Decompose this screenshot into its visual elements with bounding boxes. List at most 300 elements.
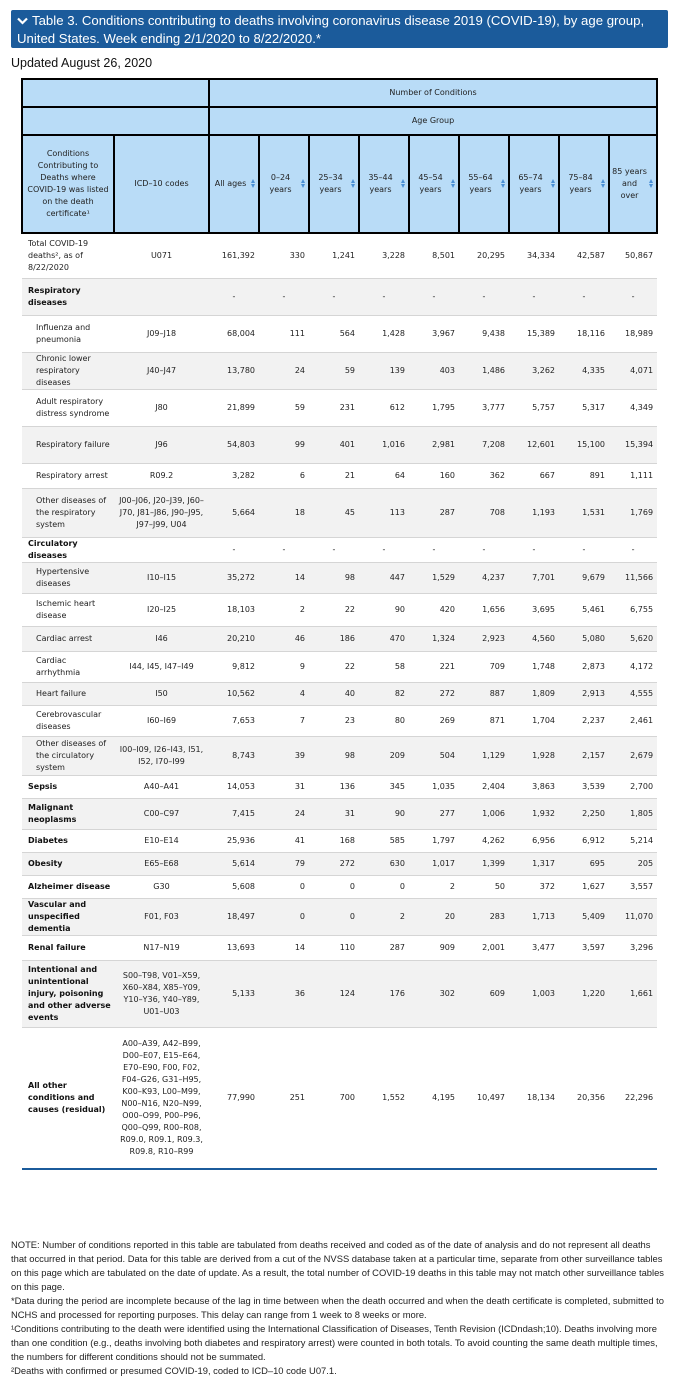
row-value: 1,797 [409,829,459,852]
row-value: 1,928 [509,736,559,775]
row-value: 79 [259,852,309,875]
row-value: 12,601 [509,426,559,463]
row-value: 2 [259,593,309,626]
row-value: 287 [409,488,459,537]
row-value: 1,805 [609,798,657,829]
row-value: 98 [309,562,359,593]
row-value: 5,133 [209,960,259,1027]
column-header-age-2[interactable] [309,135,359,233]
row-label: Alzheimer disease [22,875,114,898]
row-value: - [559,537,609,562]
row-icd-code: J96 [114,426,209,463]
row-value: 6,956 [509,829,559,852]
row-label: Intentional and unintentional injury, poisoning and other adverse events [22,960,114,1027]
row-value: 4,172 [609,651,657,682]
row-value: 504 [409,736,459,775]
row-value: 871 [459,705,509,736]
header-age-group: Age Group [209,107,657,135]
footnote-1: ¹Conditions contributing to the death were identified using the International Classification of Diseases, Tenth Revision (ICDndash;10). Deaths involving more than one condition (e.g., deaths involving both diabetes and respiratory arrest) were counted in both totals. To avoid counting the same death multiple times, the numbers for different conditions should not be summated. [11,1323,658,1362]
row-value: 1,220 [559,960,609,1027]
table-row [22,278,657,315]
row-value: 40 [309,682,359,705]
column-header-age-7[interactable] [559,135,609,233]
row-icd-code: I10–I15 [114,562,209,593]
row-label: Obesity [22,852,114,875]
sort-icon[interactable] [601,179,606,189]
row-value: 64 [359,463,409,488]
row-label: Other diseases of the circulatory system [22,736,114,775]
row-value: 630 [359,852,409,875]
row-value: 15,389 [509,315,559,352]
row-icd-code: I44, I45, I47–I49 [114,651,209,682]
row-value: 6 [259,463,309,488]
row-value: 58 [359,651,409,682]
row-value: 1,016 [359,426,409,463]
row-value: 186 [309,626,359,651]
row-value: 2,001 [459,935,509,960]
row-icd-code: U071 [114,233,209,278]
table-row [22,537,657,562]
row-value: 23 [309,705,359,736]
row-label: Respiratory arrest [22,463,114,488]
row-icd-code: F01, F03 [114,898,209,935]
row-value: 1,932 [509,798,559,829]
row-value: 0 [359,875,409,898]
row-label: Diabetes [22,829,114,852]
row-value: 3,262 [509,352,559,389]
row-value: 80 [359,705,409,736]
row-value: 1,317 [509,852,559,875]
row-value: 24 [259,352,309,389]
row-value: - [609,537,657,562]
row-value: 176 [359,960,409,1027]
row-value: - [509,537,559,562]
table-row [22,352,657,389]
row-value: - [309,278,359,315]
table-title-banner[interactable] [11,10,668,48]
sort-icon[interactable] [251,179,256,189]
row-value: 4 [259,682,309,705]
row-value: 5,614 [209,852,259,875]
row-icd-code: J09–J18 [114,315,209,352]
table-row [22,426,657,463]
row-value: 50,867 [609,233,657,278]
column-header-age-1[interactable] [259,135,309,233]
row-value: 90 [359,593,409,626]
column-header-age-6[interactable] [509,135,559,233]
row-label: Respiratory diseases [22,278,114,315]
row-value: 2,679 [609,736,657,775]
table-row [22,651,657,682]
row-value: - [609,278,657,315]
row-value: 1,428 [359,315,409,352]
row-value: 1,399 [459,852,509,875]
column-header-age-5[interactable] [459,135,509,233]
row-label: Other diseases of the respiratory system [22,488,114,537]
row-value: 2 [409,875,459,898]
column-header-age-label: 85 years and over [612,167,647,200]
row-value: 1,193 [509,488,559,537]
row-value: 5,214 [609,829,657,852]
sort-icon[interactable] [301,179,306,189]
row-value: 2,923 [459,626,509,651]
row-value: 2,157 [559,736,609,775]
table-row [22,562,657,593]
row-value: 113 [359,488,409,537]
row-value: 362 [459,463,509,488]
row-value: 18,497 [209,898,259,935]
row-value: 2,873 [559,651,609,682]
table-row [22,736,657,775]
header-blank-1 [22,79,209,107]
row-value: 14 [259,935,309,960]
column-header-age-label: 75–84 years [568,173,593,194]
row-label: All other conditions and causes (residual) [22,1027,114,1169]
row-value: 24 [259,798,309,829]
updated-date: Updated August 26, 2020 [11,56,153,70]
row-value: 98 [309,736,359,775]
row-value: 695 [559,852,609,875]
row-value: 2 [359,898,409,935]
row-value: 1,017 [409,852,459,875]
row-value: 277 [409,798,459,829]
row-value: - [409,537,459,562]
row-icd-code: N17–N19 [114,935,209,960]
row-label: Cardiac arrhythmia [22,651,114,682]
row-value: 82 [359,682,409,705]
row-value: 221 [409,651,459,682]
footnote-2: ²Deaths with confirmed or presumed COVID-19, coded to ICD–10 code U07.1. [11,1365,337,1376]
table-title: Table 3. Conditions contributing to deaths involving coronavirus disease 2019 (COVID-19), by age group, United States. Week ending 2/1/2020 to 8/22/2020.* [17,13,645,46]
table-row [22,705,657,736]
row-value: 5,409 [559,898,609,935]
row-value: 2,461 [609,705,657,736]
row-value: 4,335 [559,352,609,389]
column-header-age-4[interactable] [409,135,459,233]
row-value: - [509,278,559,315]
row-value: 891 [559,463,609,488]
row-value: 1,748 [509,651,559,682]
row-icd-code: A00–A39, A42–B99, D00–E07, E15–E64, E70–E90, F00, F02, F04–G26, G31–H95, K00–K93, L00–M99, N00–N16, N20–N99, O00–O99, P00–P96, Q00–Q99, R00–R08, R09.0, R09.1, R09.3, R09.8, R10–R99 [114,1027,209,1169]
row-label: Adult respiratory distress syndrome [22,389,114,426]
row-value: 2,404 [459,775,509,798]
row-value: 124 [309,960,359,1027]
column-header-age-8[interactable] [609,135,657,233]
row-value: 1,035 [409,775,459,798]
sort-icon[interactable] [351,179,356,189]
sort-icon[interactable] [451,179,456,189]
row-value: 0 [259,875,309,898]
row-value: - [209,537,259,562]
row-value: 0 [309,875,359,898]
row-value: 7,701 [509,562,559,593]
row-value: 1,809 [509,682,559,705]
row-value: 39 [259,736,309,775]
row-value: 22 [309,651,359,682]
row-value: 1,324 [409,626,459,651]
row-value: 231 [309,389,359,426]
row-value: 20,295 [459,233,509,278]
row-value: 1,704 [509,705,559,736]
column-header-age-label: All ages [214,179,247,188]
column-header-age-0[interactable] [209,135,259,233]
row-icd-code: I60–I69 [114,705,209,736]
row-value: 18,116 [559,315,609,352]
row-value: 54,803 [209,426,259,463]
header-blank-2 [22,107,209,135]
row-value: 5,080 [559,626,609,651]
row-value: 3,777 [459,389,509,426]
row-label: Chronic lower respiratory diseases [22,352,114,389]
row-value: 168 [309,829,359,852]
table-row [22,960,657,1027]
row-value: 10,497 [459,1027,509,1169]
row-value: 403 [409,352,459,389]
sort-icon[interactable] [401,179,406,189]
row-value: 1,769 [609,488,657,537]
row-value: - [459,537,509,562]
row-value: 14 [259,562,309,593]
row-value: 9,812 [209,651,259,682]
row-value: 36 [259,960,309,1027]
row-label: Total COVID-19 deaths², as of 8/22/2020 [22,233,114,278]
row-value: 3,695 [509,593,559,626]
row-icd-code: E65–E68 [114,852,209,875]
row-value: 612 [359,389,409,426]
table-row [22,626,657,651]
row-value: 401 [309,426,359,463]
row-value: 2,981 [409,426,459,463]
row-value: - [259,278,309,315]
chevron-down-icon[interactable] [17,15,29,31]
table-row [22,233,657,278]
row-icd-code: C00–C97 [114,798,209,829]
row-value: 139 [359,352,409,389]
row-value: 11,070 [609,898,657,935]
row-icd-code: E10–E14 [114,829,209,852]
row-value: 110 [309,935,359,960]
row-value: 18,989 [609,315,657,352]
row-value: 25,936 [209,829,259,852]
table-row [22,488,657,537]
row-icd-code [114,278,209,315]
row-value: 2,913 [559,682,609,705]
row-value: 34,334 [509,233,559,278]
row-value: 4,262 [459,829,509,852]
row-value: 5,461 [559,593,609,626]
row-label: Influenza and pneumonia [22,315,114,352]
row-value: 272 [409,682,459,705]
row-value: 6,755 [609,593,657,626]
row-value: 667 [509,463,559,488]
row-value: 3,296 [609,935,657,960]
row-value: 5,317 [559,389,609,426]
table-row [22,935,657,960]
table-row [22,389,657,426]
sort-icon[interactable] [649,179,654,189]
row-value: 50 [459,875,509,898]
row-value: 5,608 [209,875,259,898]
row-value: 18 [259,488,309,537]
row-value: 1,713 [509,898,559,935]
row-value: 11,566 [609,562,657,593]
row-value: 3,597 [559,935,609,960]
row-value: - [359,278,409,315]
row-value: 45 [309,488,359,537]
header-number-of-conditions: Number of Conditions [209,79,657,107]
row-value: 77,990 [209,1027,259,1169]
row-value: 1,529 [409,562,459,593]
row-value: 372 [509,875,559,898]
row-value: 1,531 [559,488,609,537]
row-value: 1,627 [559,875,609,898]
row-value: 5,757 [509,389,559,426]
table-row [22,875,657,898]
row-value: 3,557 [609,875,657,898]
table-row [22,315,657,352]
row-label: Sepsis [22,775,114,798]
table-row [22,682,657,705]
row-value: 330 [259,233,309,278]
row-value: 708 [459,488,509,537]
row-icd-code: R09.2 [114,463,209,488]
row-value: - [259,537,309,562]
row-icd-code: I50 [114,682,209,705]
row-value: - [559,278,609,315]
row-value: 564 [309,315,359,352]
row-value: 18,103 [209,593,259,626]
footnote-asterisk: *Data during the period are incomplete because of the lag in time between when the death occurred and when the death certificate is completed, submitted to NCHS and processed for reporting purposes. This delay can range from 1 week to 8 weeks or more. [11,1295,665,1320]
row-value: 99 [259,426,309,463]
row-icd-code: I20–I25 [114,593,209,626]
row-value: - [309,537,359,562]
row-value: 136 [309,775,359,798]
row-icd-code: S00–T98, V01–X59, X60–X84, X85–Y09, Y10–Y36, Y40–Y89, U01–U03 [114,960,209,1027]
row-value: 46 [259,626,309,651]
row-value: 4,349 [609,389,657,426]
row-value: 10,562 [209,682,259,705]
footnotes [11,1238,666,1378]
row-value: 4,237 [459,562,509,593]
column-header-age-label: 35–44 years [368,173,393,194]
row-icd-code: I46 [114,626,209,651]
row-value: 3,863 [509,775,559,798]
row-value: 470 [359,626,409,651]
table-row [22,898,657,935]
row-value: 9 [259,651,309,682]
row-value: 161,392 [209,233,259,278]
table-row [22,1027,657,1169]
row-label: Malignant neoplasms [22,798,114,829]
table-row [22,798,657,829]
row-value: 90 [359,798,409,829]
row-label: Heart failure [22,682,114,705]
column-header-age-3[interactable] [359,135,409,233]
sort-icon[interactable] [501,179,506,189]
row-value: 42,587 [559,233,609,278]
row-value: 7,653 [209,705,259,736]
row-value: 283 [459,898,509,935]
row-value: 1,129 [459,736,509,775]
row-value: 4,560 [509,626,559,651]
row-value: 3,477 [509,935,559,960]
row-value: 1,486 [459,352,509,389]
row-value: 7,415 [209,798,259,829]
row-value: 18,134 [509,1027,559,1169]
table-row [22,829,657,852]
row-value: 3,228 [359,233,409,278]
row-value: - [359,537,409,562]
row-value: - [209,278,259,315]
row-value: 447 [359,562,409,593]
row-value: 0 [259,898,309,935]
row-value: 1,111 [609,463,657,488]
column-header-age-label: 65–74 years [518,173,543,194]
row-label: Cerebrovascular diseases [22,705,114,736]
row-value: 269 [409,705,459,736]
row-value: 21,899 [209,389,259,426]
column-header-age-label: 25–34 years [318,173,343,194]
row-label: Vascular and unspecified dementia [22,898,114,935]
footnote-note: NOTE: Number of conditions reported in this table are tabulated from deaths received and coded as of the date of analysis and do not represent all deaths that occurred in that period. Data for this table are derived from a cut of the NVSS database taken at a particular time, separate from other surveillance tables on this page which are tabulated on the date of update. As a result, the total number of COVID-19 deaths in this table may not match other surveillance tables on this page. [11,1239,664,1292]
row-value: 13,780 [209,352,259,389]
row-value: 209 [359,736,409,775]
row-value: 1,656 [459,593,509,626]
row-value: 3,282 [209,463,259,488]
row-value: 4,071 [609,352,657,389]
table-row [22,775,657,798]
sort-icon[interactable] [551,179,556,189]
column-header-age-label: 55–64 years [468,173,493,194]
row-value: 6,912 [559,829,609,852]
row-value: 20,356 [559,1027,609,1169]
row-label: Ischemic heart disease [22,593,114,626]
row-value: 31 [309,798,359,829]
row-value: 68,004 [209,315,259,352]
row-value: 22 [309,593,359,626]
row-value: 251 [259,1027,309,1169]
row-value: 1,241 [309,233,359,278]
row-icd-code: A40–A41 [114,775,209,798]
row-value: 21 [309,463,359,488]
row-value: 2,237 [559,705,609,736]
row-value: 3,967 [409,315,459,352]
row-label: Hypertensive diseases [22,562,114,593]
row-label: Renal failure [22,935,114,960]
row-value: 8,743 [209,736,259,775]
row-value: - [409,278,459,315]
row-value: 909 [409,935,459,960]
row-value: 4,555 [609,682,657,705]
row-value: 1,006 [459,798,509,829]
row-value: 3,539 [559,775,609,798]
row-value: 20 [409,898,459,935]
row-value: 9,438 [459,315,509,352]
row-value: 0 [309,898,359,935]
conditions-table [21,78,658,1170]
column-header-condition: Conditions Contributing to Deaths where COVID-19 was listed on the death certificate¹ [22,135,114,233]
table-row [22,463,657,488]
row-value: 7 [259,705,309,736]
row-value: 41 [259,829,309,852]
row-value: 20,210 [209,626,259,651]
row-value: 2,700 [609,775,657,798]
row-value: 31 [259,775,309,798]
row-label: Circulatory diseases [22,537,114,562]
row-icd-code: J40–J47 [114,352,209,389]
row-value: 700 [309,1027,359,1169]
row-value: 272 [309,852,359,875]
